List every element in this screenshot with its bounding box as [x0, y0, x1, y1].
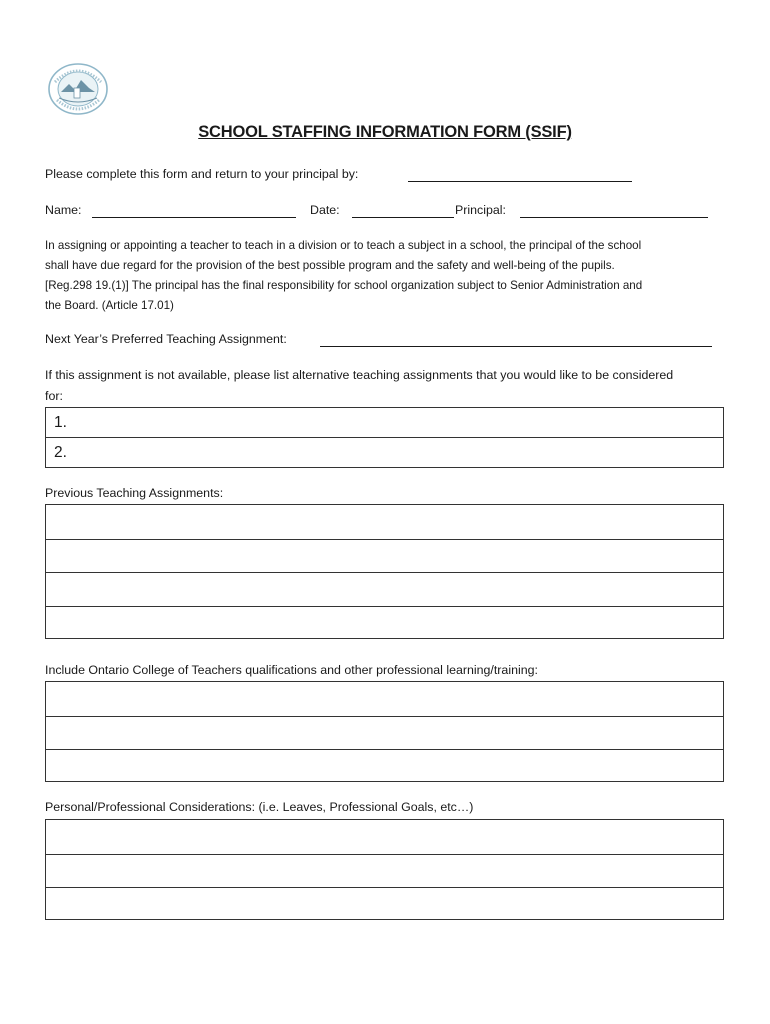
previous-assignments-label: Previous Teaching Assignments: — [45, 486, 224, 500]
return-prompt: Please complete this form and return to your principal by: — [45, 167, 359, 181]
alternative-row-2[interactable]: 2. — [46, 437, 723, 466]
preferred-assignment-label: Next Year’s Preferred Teaching Assignment: — [45, 332, 287, 346]
alternative-row-1[interactable]: 1. — [54, 414, 67, 431]
table-row[interactable] — [46, 820, 723, 854]
table-row[interactable] — [46, 572, 723, 606]
policy-line: the Board. (Article 17.01) — [45, 299, 174, 312]
alternatives-prompt: If this assignment is not available, please list alternative teaching assignments that you would like to be considered — [45, 368, 674, 382]
school-board-logo — [47, 62, 109, 116]
date-field[interactable] — [352, 217, 454, 218]
date-label: Date: — [310, 203, 340, 217]
table-row[interactable] — [46, 606, 723, 639]
table-row[interactable] — [46, 716, 723, 750]
form-title: SCHOOL STAFFING INFORMATION FORM (SSIF) — [198, 123, 572, 141]
policy-line: [Reg.298 19.(1)] The principal has the final responsibility for school organization subject to Senior Administration and — [45, 279, 643, 292]
previous-assignments-table — [45, 504, 724, 639]
preferred-assignment-field[interactable] — [320, 346, 712, 347]
return-date-field[interactable] — [408, 181, 632, 182]
table-row[interactable] — [46, 682, 723, 716]
table-row[interactable] — [46, 887, 723, 919]
qualifications-table — [45, 681, 724, 782]
alternatives-table — [45, 407, 724, 468]
table-row[interactable] — [46, 505, 723, 539]
considerations-label: Personal/Professional Considerations: (i.e. Leaves, Professional Goals, etc…) — [45, 800, 474, 814]
principal-label: Principal: — [455, 203, 506, 217]
alternatives-prompt-cont: for: — [45, 389, 63, 403]
qualifications-label: Include Ontario College of Teachers qualifications and other professional learning/training: — [45, 663, 538, 677]
policy-paragraph — [45, 236, 720, 316]
table-row[interactable] — [46, 539, 723, 573]
name-field[interactable] — [92, 217, 296, 218]
policy-line: In assigning or appointing a teacher to teach in a division or to teach a subject in a school, the principal of the school — [45, 239, 642, 252]
principal-field[interactable] — [520, 217, 708, 218]
table-row[interactable] — [46, 854, 723, 888]
table-row[interactable] — [46, 749, 723, 781]
considerations-table — [45, 819, 724, 920]
policy-line: shall have due regard for the provision of the best possible program and the safety and well-being of the pupils. — [45, 259, 615, 272]
name-label: Name: — [45, 203, 82, 217]
